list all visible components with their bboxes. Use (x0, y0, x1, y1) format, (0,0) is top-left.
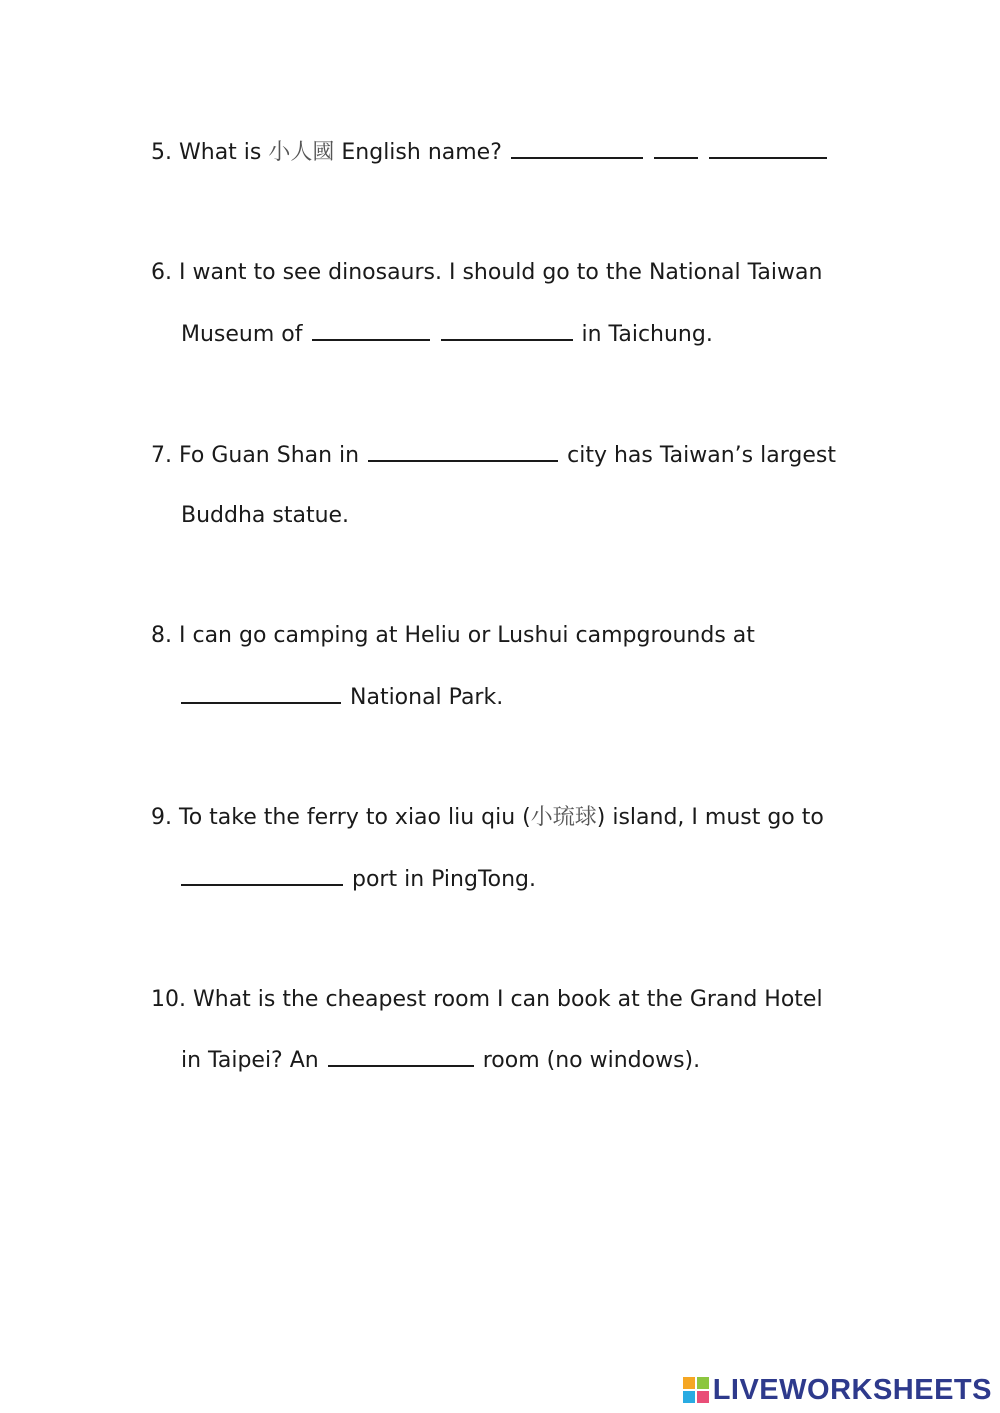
brand-name: LIVEWORKSHEETS (712, 1373, 992, 1406)
question-text: city has Taiwan’s largest (567, 443, 836, 468)
question-text-cjk: 小人國 (268, 140, 335, 165)
question-text: in Taichung. (581, 322, 713, 347)
question-text: English name? (341, 140, 502, 165)
answer-blank[interactable] (312, 319, 430, 341)
question-text: To take the ferry to xiao liu qiu ( (179, 805, 531, 830)
answer-blank[interactable] (368, 440, 558, 462)
question-text: Fo Guan Shan in (179, 443, 360, 468)
answer-blank[interactable] (181, 864, 343, 886)
answer-blank[interactable] (709, 137, 827, 159)
liveworksheets-logo-icon (683, 1377, 709, 1403)
answer-blank[interactable] (441, 319, 573, 341)
question-7-line-2 (181, 501, 349, 531)
question-7-line-1 (151, 440, 836, 471)
question-8-line-2 (181, 682, 503, 713)
answer-blank[interactable] (328, 1045, 474, 1067)
question-number: 10. (151, 987, 186, 1012)
question-number: 6. (151, 260, 172, 285)
question-text: I can go camping at Heliu or Lushui campgrounds at (179, 623, 755, 648)
question-number: 9. (151, 805, 172, 830)
answer-blank[interactable] (511, 137, 643, 159)
answer-blank[interactable] (181, 682, 341, 704)
question-5-line-1 (151, 137, 829, 168)
question-text: What is the cheapest room I can book at the Grand Hotel (193, 987, 823, 1012)
question-number: 7. (151, 443, 172, 468)
question-10-line-1 (151, 985, 823, 1015)
answer-blank[interactable] (654, 137, 698, 159)
question-text: I want to see dinosaurs. I should go to the National Taiwan (179, 260, 823, 285)
question-10-line-2 (181, 1045, 700, 1076)
question-text: in Taipei? An (181, 1048, 319, 1073)
question-text: Museum of (181, 322, 303, 347)
question-text: What is (179, 140, 262, 165)
liveworksheets-brand[interactable] (683, 1373, 992, 1407)
question-8-line-1 (151, 621, 755, 651)
question-9-line-2 (181, 864, 536, 895)
question-number: 8. (151, 623, 172, 648)
question-6-line-2 (181, 319, 713, 350)
question-text: ) island, I must go to (596, 805, 824, 830)
question-text: port in PingTong. (352, 867, 537, 892)
question-6-line-1 (151, 258, 822, 288)
question-text: room (no windows). (482, 1048, 701, 1073)
question-text: National Park. (350, 685, 504, 710)
question-text: Buddha statue. (181, 503, 350, 528)
question-text-cjk: 小琉球 (530, 805, 597, 830)
question-number: 5. (151, 140, 172, 165)
question-9-line-1 (151, 803, 824, 833)
